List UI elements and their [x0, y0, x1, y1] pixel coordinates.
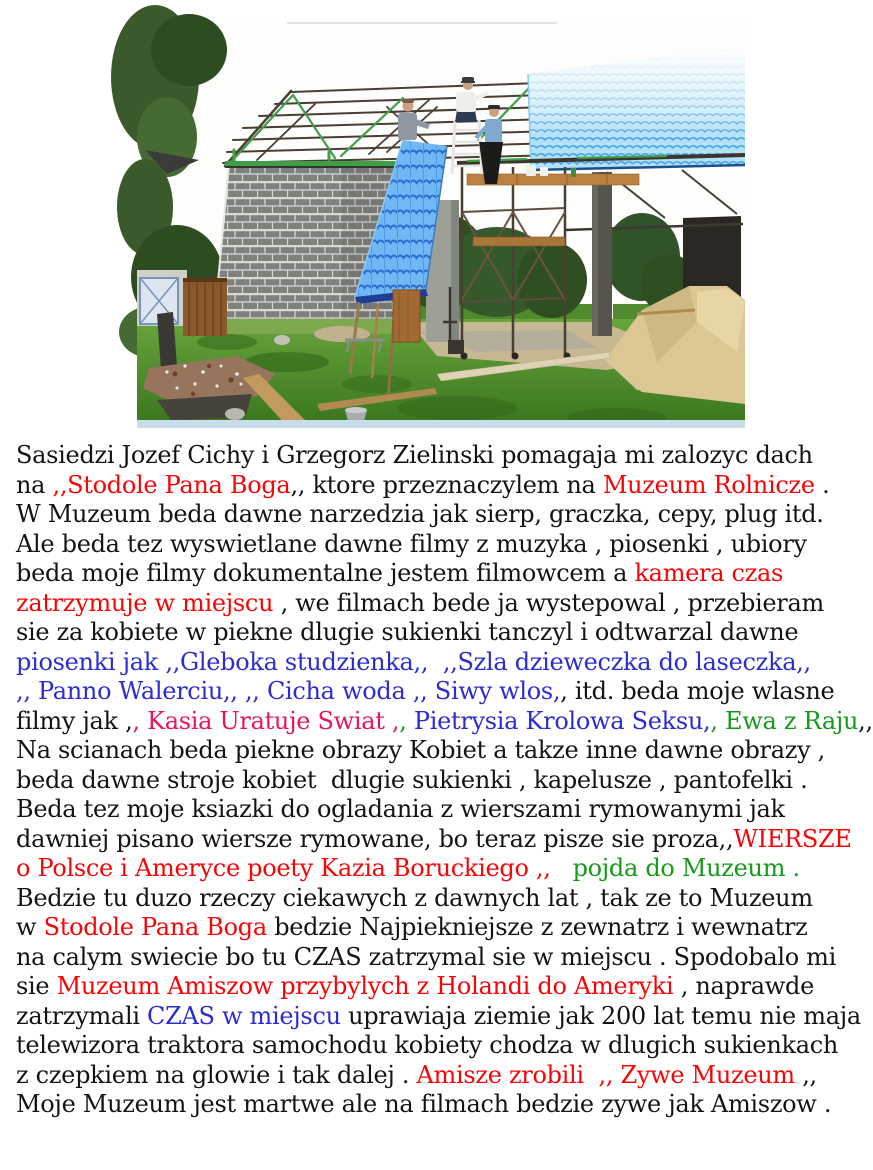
text-segment: , naprawde [673, 972, 814, 1000]
text-line [16, 500, 836, 530]
text-segment: filmy jak , [16, 706, 133, 735]
plywood-sheet [393, 290, 420, 342]
text-segment: , we filmach bede ja wystepowal , przebieram [273, 588, 824, 617]
text-segment: Sasiedzi Jozef Cichy i Grzegorz Zielinski pomagaja mi zalozyc dach [16, 441, 813, 469]
text-line [16, 1001, 861, 1032]
text-line [16, 884, 836, 914]
text-segment: zatrzymali [16, 1001, 148, 1030]
text-segment: Beda tez moje ksiazki do ogladania z wierszami rymowanymi jak [16, 795, 785, 823]
construction-photo [137, 22, 745, 428]
text-line [16, 972, 836, 1002]
text-segment: w [16, 913, 44, 941]
construction-photo-illustration [137, 22, 745, 428]
text-segment: WIERSZE [733, 824, 852, 853]
text-segment: beda dawne stroje kobiet dlugie sukienki , kapelusze , pantofelki . [16, 765, 808, 794]
text-segment: ,,Stodole Pana Boga [52, 470, 291, 499]
text-segment: ,, [794, 1060, 817, 1089]
text-segment: , itd. beda moje wlasne [560, 677, 835, 705]
article-text [16, 441, 873, 1120]
text-segment: , Kasia Uratuje Swiat , [132, 706, 400, 735]
text-line [16, 559, 836, 589]
text-segment: Moje Muzeum jest martwe ale na filmach bedzie zywe jak Amiszow . [16, 1090, 832, 1118]
text-segment: Ale beda tez wyswietlane dawne filmy z muzyka , piosenki , ubiory [16, 529, 807, 558]
text-segment: , Ewa z Raju [710, 706, 859, 735]
text-segment: Stodole Pana Boga [43, 913, 267, 941]
text-segment: Bedzie tu duzo rzeczy ciekawych z dawnych lat , tak ze to Muzeum [16, 883, 813, 912]
text-line [16, 677, 836, 707]
text-segment: ,, ktore przeznaczylem na [290, 470, 603, 499]
text-segment: zatrzymuje w miejscu [16, 588, 274, 617]
text-segment: beda moje filmy dokumentalne jestem filmowcem a [16, 559, 635, 587]
text-segment: o Polsce i Ameryce poety Kazia Boruckiego ,, [16, 854, 551, 882]
green-bottle [571, 168, 576, 177]
text-line [16, 1031, 839, 1061]
text-line [16, 618, 836, 648]
text-segment: . [814, 470, 830, 499]
text-segment: ,, [858, 706, 873, 735]
text-segment: uprawiaja ziemie jak 200 lat temu nie maja [340, 1001, 861, 1030]
text-line [16, 706, 873, 737]
text-line [16, 766, 836, 796]
text-line [16, 943, 836, 973]
text-line [16, 441, 836, 471]
text-line [16, 854, 836, 884]
text-segment: Muzeum Rolnicze [602, 470, 815, 499]
text-segment: piosenki jak ,,Gleboka studzienka,, ,,Szla dzieweczka do laseczka,, [16, 647, 811, 676]
text-line [16, 913, 836, 943]
text-segment: bedzie Najpiekniejsze z zewnatrz i wewnatrz [266, 913, 808, 941]
photo-bottom-strip [137, 420, 745, 428]
text-line [16, 471, 836, 501]
text-segment: na [16, 470, 53, 499]
text-line [16, 1061, 836, 1091]
stone [225, 408, 245, 420]
text-segment: Amisze zrobili ,, Zywe Muzeum [416, 1060, 795, 1089]
text-segment: CZAS w miejscu [147, 1001, 341, 1030]
text-segment: dawniej pisano wiersze rymowane, bo teraz pisze sie proza,, [16, 824, 734, 853]
text-segment: sie za kobiete w piekne dlugie sukienki tanczyl i odtwarzal dawne [16, 618, 799, 646]
text-line [16, 736, 836, 766]
text-segment: na calym swiecie bo tu CZAS zatrzymal sie w miejscu . Spodobalo mi [16, 942, 837, 971]
paint-bucket [526, 165, 536, 176]
text-segment: Na scianach beda piekne obrazy Kobiet a takze inne dawne obrazy , [16, 736, 825, 764]
text-line [16, 824, 852, 855]
stone-small [274, 335, 290, 345]
text-line [16, 1090, 836, 1120]
text-segment: kamera czas [634, 559, 784, 587]
text-segment: W Muzeum beda dawne narzedzia jak sierp, graczka, cepy, plug itd. [16, 500, 824, 528]
text-line [16, 530, 836, 560]
text-segment: ,, Panno Walerciu,, ,, Cicha woda ,, Siwy wlos, [16, 677, 561, 705]
text-segment: z czepkiem na glowie i tak dalej . [16, 1060, 417, 1089]
text-segment: pojda do Muzeum . [550, 854, 800, 882]
text-segment: , [399, 706, 414, 735]
text-segment: Pietrysia Krolowa Seksu, [413, 706, 711, 735]
text-line [16, 589, 836, 619]
text-line [16, 648, 836, 678]
text-segment: telewizora traktora samochodu kobiety chodza w dlugich sukienkach [16, 1031, 839, 1059]
text-segment: Muzeum Amiszow przybylych z Holandi do Ameryki [56, 972, 674, 1000]
brown-door [183, 278, 227, 336]
text-segment: sie [16, 972, 57, 1000]
text-line [16, 795, 836, 825]
